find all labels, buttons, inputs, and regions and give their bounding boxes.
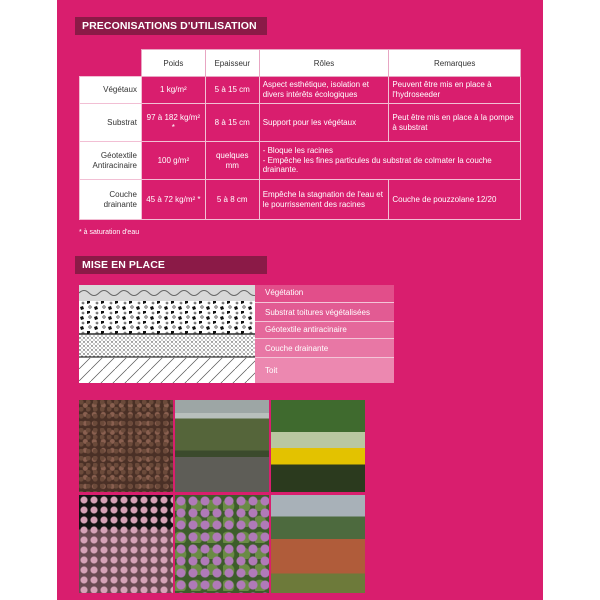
column-header: Epaisseur bbox=[205, 50, 259, 77]
table-corner bbox=[80, 50, 142, 77]
layer-label: Couche drainante bbox=[255, 338, 394, 357]
cell-roles: Empêche la stagnation de l'eau et le pourrissement des racines bbox=[259, 180, 389, 220]
section-title-installation: MISE EN PLACE bbox=[75, 256, 267, 274]
cell-remarques: Couche de pouzzolane 12/20 bbox=[389, 180, 521, 220]
row-label: Substrat bbox=[80, 104, 142, 142]
row-label: Végétaux bbox=[80, 77, 142, 104]
layer-labels bbox=[255, 285, 394, 383]
photo-sedum-closeup bbox=[79, 495, 173, 593]
table-footnote: * à saturation d'eau bbox=[79, 229, 140, 236]
table-row bbox=[80, 180, 521, 220]
photo-green-roof-building bbox=[175, 400, 269, 492]
cell-roles: Support pour les végétaux bbox=[259, 104, 389, 142]
row-label: Géotextile Antiracinaire bbox=[80, 142, 142, 180]
cell-poids: 1 kg/m² bbox=[141, 77, 205, 104]
table-row bbox=[80, 142, 521, 180]
cell-poids: 97 à 182 kg/m² * bbox=[141, 104, 205, 142]
layer-label: Géotextile antiracinaire bbox=[255, 321, 394, 338]
row-label: Couche drainante bbox=[80, 180, 142, 220]
layer-label: Végétation bbox=[255, 285, 394, 302]
cell-epaisseur: 8 à 15 cm bbox=[205, 104, 259, 142]
table-row bbox=[80, 104, 521, 142]
layer-label: Toit bbox=[255, 357, 394, 383]
column-header: Remarques bbox=[389, 50, 521, 77]
photo-flowering-roof bbox=[271, 400, 365, 492]
cell-epaisseur: 5 à 8 cm bbox=[205, 180, 259, 220]
cell-poids: 100 g/m² bbox=[141, 142, 205, 180]
cell-poids: 45 à 72 kg/m² * bbox=[141, 180, 205, 220]
layer-label: Substrat toitures végétalisées bbox=[255, 302, 394, 321]
cell-epaisseur: 5 à 15 cm bbox=[205, 77, 259, 104]
document-page bbox=[57, 0, 543, 600]
table-row bbox=[80, 77, 521, 104]
cell-remarques: Peut être mis en place à la pompe à substrat bbox=[389, 104, 521, 142]
cell-roles: Aspect esthétique, isolation et divers intérêts écologiques bbox=[259, 77, 389, 104]
photo-soil-substrate bbox=[79, 400, 173, 492]
cell-roles-merged: - Bloque les racines - Empêche les fines particules du substrat de colmater la couche drainante. bbox=[259, 142, 520, 180]
cell-epaisseur: quelques mm bbox=[205, 142, 259, 180]
usage-table bbox=[79, 49, 521, 220]
roof-layers-diagram bbox=[79, 285, 255, 383]
section-title-usage: PRECONISATIONS D'UTILISATION bbox=[75, 17, 267, 35]
roof-layers-illustration bbox=[79, 285, 255, 383]
cell-remarques: Peuvent être mis en place à l'hydroseeder bbox=[389, 77, 521, 104]
photo-red-sedum-roof bbox=[271, 495, 365, 593]
column-header: Rôles bbox=[259, 50, 389, 77]
column-header: Poids bbox=[141, 50, 205, 77]
photo-sedum-flower bbox=[175, 495, 269, 593]
